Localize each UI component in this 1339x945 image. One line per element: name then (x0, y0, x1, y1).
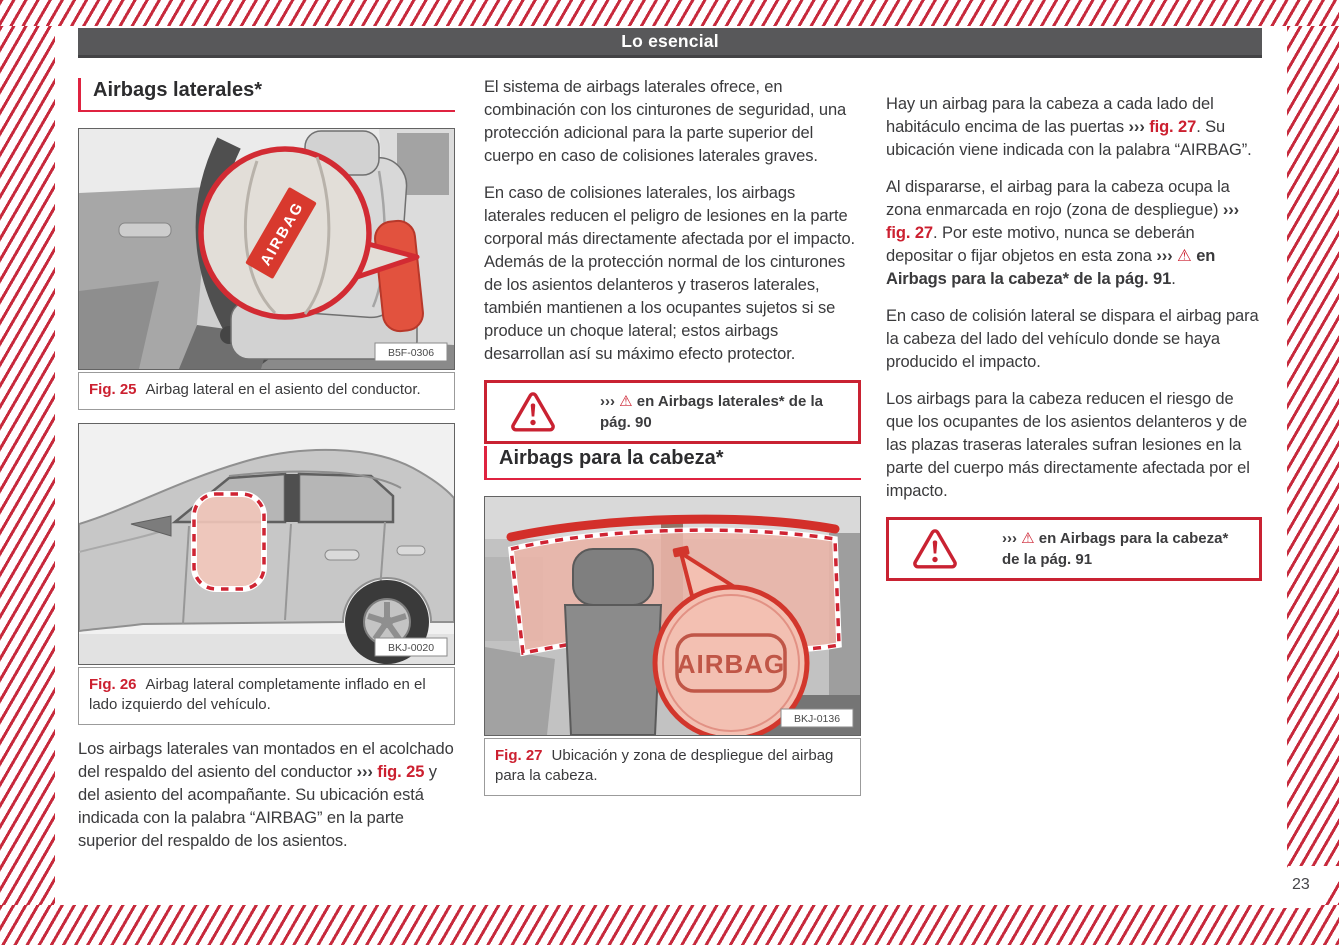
paragraph (886, 305, 1262, 374)
text-segment: en Airbags para la cabeza* de la pág. 91 (886, 247, 1216, 288)
text-segment: y del asiento del acompañante. Su ubicación está indicada con la palabra “AIRBAG” en la parte superior del respaldo de los asientos. (78, 763, 437, 850)
paragraph (886, 93, 1262, 162)
figure-code: B5F-0306 (387, 347, 435, 359)
text-segment: ››› (600, 393, 620, 410)
text-segment: ››› (1002, 530, 1022, 547)
caption-label: Fig. 26 (89, 676, 137, 693)
warning-text (600, 391, 848, 433)
paragraph (78, 738, 455, 853)
paragraph (484, 76, 861, 168)
text-segment: ⚠ (1021, 530, 1035, 547)
text-segment: ⚠ (1177, 247, 1192, 265)
text-segment: Al dispararse, el airbag para la cabeza ocupa la zona enmarcada en rojo (zona de despliegue) (886, 178, 1230, 219)
paragraph (484, 182, 861, 366)
striped-border-left (0, 26, 55, 905)
figure-26 (78, 423, 455, 665)
seat-backrest (565, 605, 661, 735)
text-segment: . (1171, 270, 1176, 288)
warning-box-airbags-laterales (484, 380, 861, 444)
warning-triangle-icon (912, 528, 958, 570)
paragraph (886, 388, 1262, 503)
header-bar (78, 28, 1262, 58)
paragraph (886, 176, 1262, 291)
figure-25-caption (78, 372, 455, 410)
caption-label: Fig. 25 (89, 381, 137, 398)
fig26-illustration (79, 424, 454, 664)
striped-border-top (0, 0, 1339, 26)
figure-26-caption (78, 667, 455, 725)
text-segment: Los airbags laterales van montados en el acolchado del respaldo del asiento del conductor (78, 740, 454, 781)
figure-25 (78, 128, 455, 370)
striped-border-bottom (0, 905, 1339, 945)
column-left (78, 76, 455, 867)
section-heading-airbags-laterales: Airbags laterales* (78, 78, 455, 112)
text-segment: en Airbags para la cabeza* de la pág. 91 (1002, 530, 1229, 568)
column-right (886, 76, 1262, 581)
text-segment: ⚠ (619, 393, 633, 410)
headrest (573, 549, 653, 605)
text-segment: El sistema de airbags laterales ofrece, en combinación con los cinturones de seguridad, una protección adicional para la parte superior del cuerpo en caso de colisiones laterales graves. (484, 78, 847, 165)
text-segment: fig. 25 (377, 763, 425, 781)
text-segment: ››› (1156, 247, 1178, 265)
side-airbag-deploy-zone (194, 494, 264, 589)
caption-label: Fig. 27 (495, 747, 543, 764)
caption-text: Ubicación y zona de despliegue del airbag para la cabeza. (495, 747, 834, 784)
airbag-embossed-label: AIRBAG (676, 649, 786, 679)
warning-text (1002, 528, 1249, 570)
figure-code: BKJ-0020 (387, 642, 435, 654)
text-segment: . Por este motivo, nunca se deberán depositar o fijar objetos en esta zona (886, 224, 1195, 265)
column-center (484, 76, 861, 809)
section-heading-airbags-cabeza: Airbags para la cabeza* (484, 446, 861, 480)
door-handle-front (325, 550, 359, 560)
striped-border-right (1287, 26, 1339, 905)
text-segment: ››› (356, 763, 378, 781)
fig25-illustration (79, 129, 454, 369)
figure-27 (484, 496, 861, 736)
text-segment: ››› (1222, 201, 1240, 219)
figure-27-caption (484, 738, 861, 796)
fig27-illustration (485, 497, 860, 735)
page-title: Lo esencial (621, 31, 719, 51)
text-segment: . Su ubicación viene indicada con la palabra “AIRBAG”. (886, 118, 1252, 159)
text-segment: En caso de colisiones laterales, los airbags laterales reducen el peligro de lesiones en la parte corporal más directamente afectada por el impacto. Además de la protección normal de los cinturones de los asientos delanteros y traseros laterales, también mantienen a los ocupantes sujetos si se produce un choque lateral; estos airbags desarrollan así su máximo efecto protector. (484, 184, 856, 363)
text-segment: fig. 27 (886, 224, 933, 242)
text-segment: Hay un airbag para la cabeza a cada lado del habitáculo encima de las puertas (886, 95, 1214, 136)
door-armrest (485, 647, 555, 735)
door-handle-rear (397, 546, 425, 555)
figure-code: BKJ-0136 (793, 713, 841, 725)
caption-text: Airbag lateral en el asiento del conductor. (145, 381, 421, 398)
text-segment: ››› (1128, 118, 1150, 136)
text-segment: Los airbags para la cabeza reducen el riesgo de que los ocupantes de los asientos delanteros y de las plazas traseras laterales sufran lesiones en la parte del cuerpo más directamente afectada por el impacto. (886, 390, 1250, 500)
caption-text: Airbag lateral completamente inflado en el lado izquierdo del vehículo. (89, 676, 426, 713)
warning-box-airbags-cabeza (886, 517, 1262, 581)
text-segment: fig. 27 (1149, 118, 1197, 136)
airbag-tag-label: AIRBAG (257, 198, 308, 269)
text-segment: en Airbags laterales* de la pág. 90 (600, 393, 823, 431)
text-segment: En caso de colisión lateral se dispara el airbag para la cabeza del lado del vehículo donde se haya producido el impacto. (886, 307, 1259, 371)
page-number: 23 (1292, 876, 1310, 893)
warning-triangle-icon (510, 391, 556, 433)
